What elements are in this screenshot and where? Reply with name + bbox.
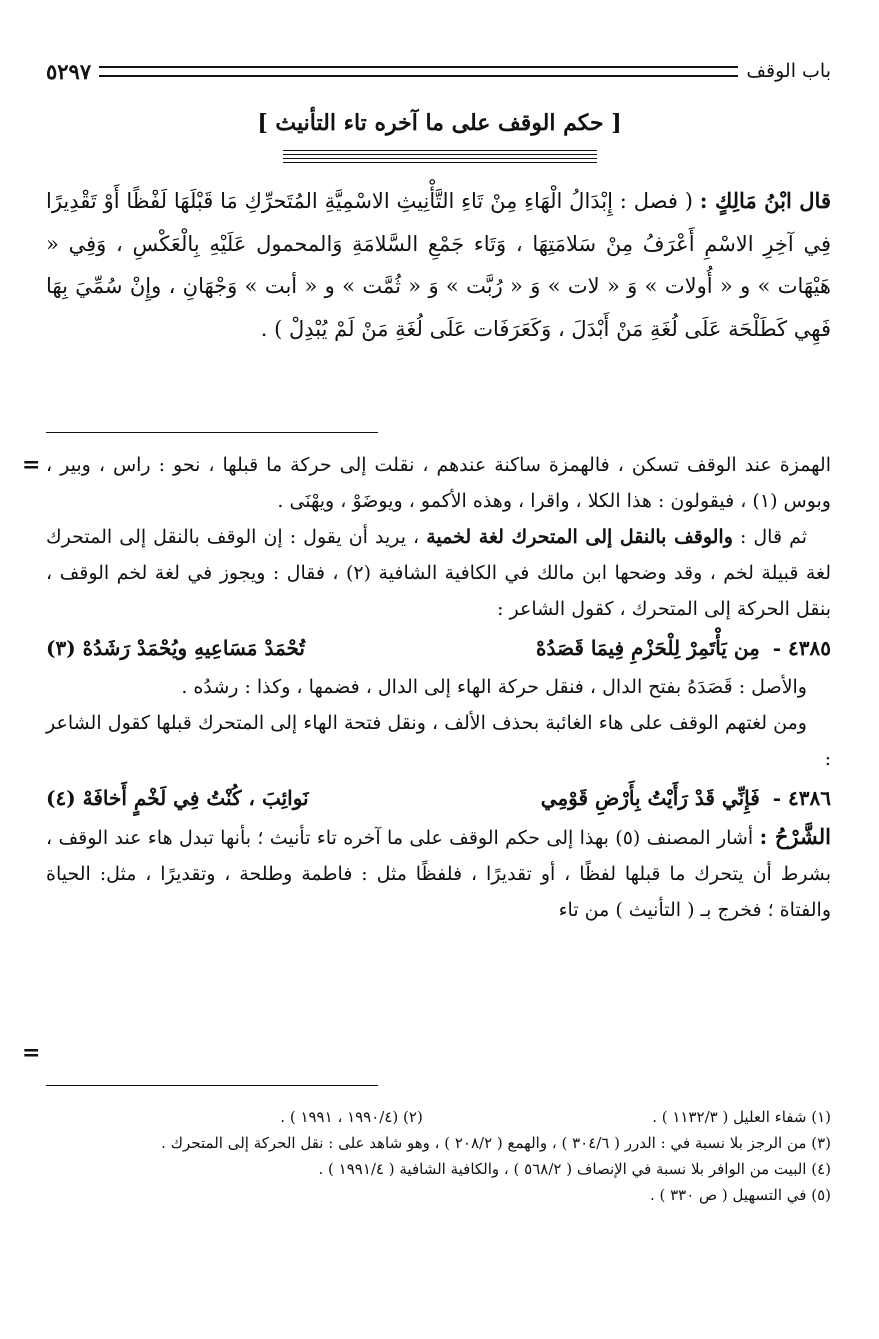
commentary	[46, 447, 831, 928]
commentary-paragraph: ومن لغتهم الوقف على هاء الغائبة بحذف الألف ، ونقل فتحة الهاء إلى المتحرك قبلها كقول الشاعر :	[46, 712, 831, 770]
verse-4386	[46, 777, 831, 819]
section-title: [ حكم الوقف على ما آخره تاء التأنيث ]	[257, 110, 622, 136]
verse-4385	[46, 627, 831, 669]
commentary-paragraph: الهمزة عند الوقف تسكن ، فالهمزة ساكنة عندهم ، نقلت إلى حركة ما قبلها ، نحو : راس ، وبير ، وبوس (١) ، فيقولون : هذا الكلا ، واقرا ، وهذه الأكمو ، ويوضَوْ ، ويهْنَى .	[46, 454, 831, 512]
sharh-text: أشار المصنف (٥) بهذا إلى حكم الوقف على ما آخره تاء تأنيث ؛ بأنها تبدل هاء عند الوقف ، بشرط أن يتحرك ما قبلها لفظًا ، أو تقديرًا ، فلفظًا مثل : فاطمة وطلحة ، وتقديرًا ، مثل: الحياة والفتاة ؛ فخرج بـ ( التأنيث ) من تاء	[46, 827, 831, 921]
footnote-2: (٢) (١٩٩٠/٤ ، ١٩٩١ ) .	[280, 1108, 423, 1126]
commentary-paragraph: والأصل : قَصَدَهُ بفتح الدال ، فنقل حركة الهاء إلى الدال ، فضمها ، وكذا : رشدُه .	[181, 676, 807, 698]
verse-number: ٤٣٨٥ -	[772, 636, 831, 660]
verse-first-hemistich: مِن يَأْتَمِرْ لِلْحَزْمِ فِيمَا قَصَدُهْ	[536, 636, 760, 660]
chapter-title: باب الوقف	[746, 60, 831, 82]
verse-second-hemistich: تُحْمَدْ مَسَاعِيهِ ويُحْمَدْ رَشَدُهْ (٣)	[46, 636, 305, 660]
continuation-mark: =	[22, 452, 41, 478]
sharh-label: الشَّرْحُ :	[759, 824, 831, 849]
footnote-5: (٥) في التسهيل ( ص ٣٣٠ ) .	[649, 1186, 831, 1204]
author-intro: قال ابْنُ مَالِكٍ :	[699, 188, 831, 213]
quoted-phrase: والوقف بالنقل إلى المتحرك لغة لخمية	[426, 526, 733, 548]
page-number: ٥٢٩٧	[46, 58, 92, 84]
title-underline	[283, 150, 597, 166]
paragraph-rest: ، يريد أن يقول : إن الوقف بالنقل إلى المتحرك لغة قبيلة لخم ، وقد وضحها ابن مالك في الكافية الشافية (٢) ، فقال : ويجوز في لغة لخم الوقف ، بنقل الحركة إلى المتحرك ، كقول الشاعر :	[46, 526, 831, 620]
verse-first-hemistich: فَإِنِّي قَدْ رَأَيْتُ بِأَرْضِ قَوْمِي	[540, 786, 760, 810]
footnote-3: (٣) من الرجز بلا نسبة في : الدرر ( ٣٠٤/٦ ) ، والهمع ( ٢٠٨/٢ ) ، وهو شاهد على : نقل الحركة إلى المتحرك .	[161, 1134, 831, 1152]
footnote-separator	[46, 1085, 378, 1086]
text-separator	[46, 432, 378, 433]
verse-number: ٤٣٨٦ -	[772, 786, 831, 810]
main-text-body: ( فصل : إِبْدَالُ الْهَاءِ مِنْ تَاءِ التَّأْنِيثِ الاسْمِيَّةِ المُتَحرِّكِ مَا قَبْلَهَا لَفْظًا أَوْ تَقْدِيرًا فِي آخِرِ الاسْمِ أَعْرَفُ مِنْ سَلامَتِهَا ، وَتَاء جَمْعِ السَّلامَةِ وَالمحمول عَلَيْهِ بِالْعَكْسِ ، وَفِي « هَيْهَات » و « أُولات » وَ « لات » وَ « رُبَّت » وَ « ثُمَّت » و « أبت » وَجْهَانِ ، وإِنْ سُمِّيَ بِهَا فَهِي كَطَلْحَة عَلَى لُغَةِ مَنْ أَبْدَلَ ، وَكَعَرَفَات عَلَى لُغَةِ مَنْ لَمْ يُبْدِلْ ) .	[46, 189, 831, 341]
running-header	[46, 56, 831, 86]
header-double-rule	[99, 66, 738, 77]
section-title-block	[0, 110, 879, 136]
footnotes	[46, 1104, 831, 1208]
verse-second-hemistich: نَوائِبَ ، كُنْتُ فِي لَخْمٍ أَخافَهْ (٤)	[46, 786, 309, 810]
main-text	[46, 180, 831, 350]
paragraph-lead: ثم قال :	[739, 526, 808, 548]
commentary-paragraph	[46, 519, 831, 627]
commentary-paragraph	[46, 819, 831, 928]
footnote-4: (٤) البيت من الوافر بلا نسبة في الإنصاف ( ٥٦٨/٢ ) ، والكافية الشافية ( ١٩٩١/٤ ) .	[318, 1160, 831, 1178]
footnote-1: (١) شفاء العليل ( ١١٣٢/٣ ) .	[652, 1108, 831, 1126]
continuation-mark: =	[22, 1040, 41, 1066]
